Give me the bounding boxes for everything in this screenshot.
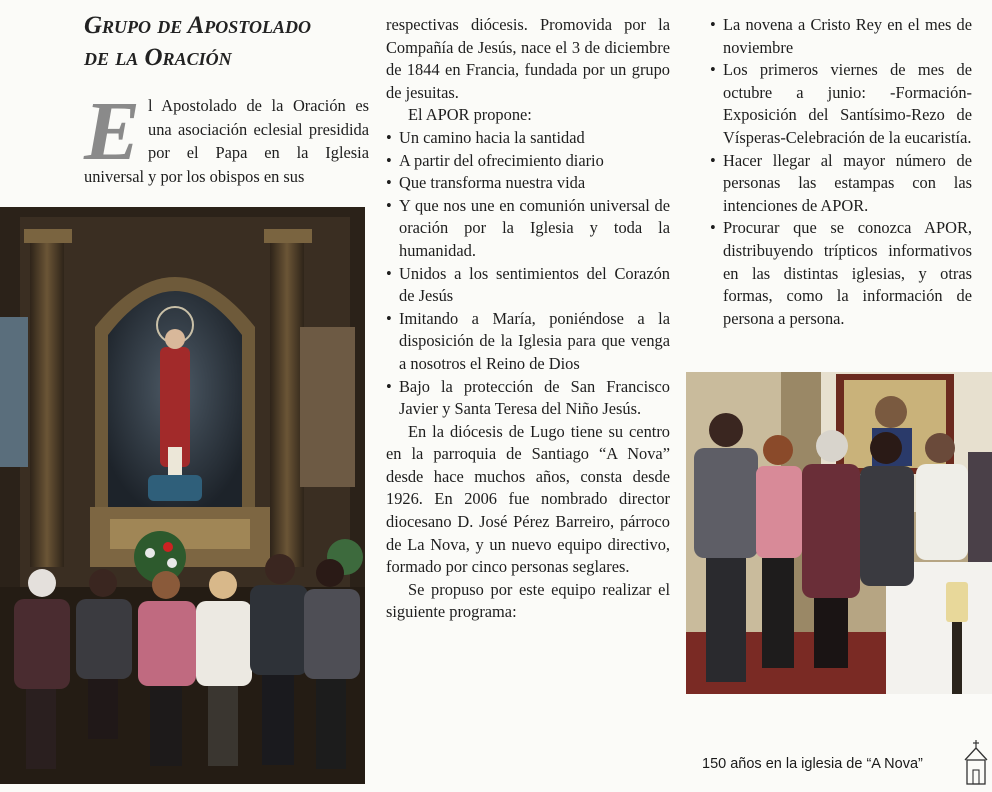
article-title [84, 10, 369, 74]
bullet-icon: • [386, 308, 392, 328]
lugo-paragraph: En la diócesis de Lugo tiene su centro en la parroquia de Santiago “A Nova” desde hace muchos años, consta desde 1926. En 2006 fue nombrado director diocesano D. José Pérez Barreiro, párroco de La Nova, y un nuevo equipo directivo, formado por cinco personas seglares. [386, 421, 670, 577]
apor-proposals-list [386, 127, 670, 421]
programme-list [710, 14, 972, 330]
bullet-icon: • [386, 173, 392, 193]
bullet-icon: • [386, 263, 392, 283]
list-item: • Procurar que se conozca APOR, distribuyendo trípticos informativos en las distintas iglesias, y otras formas, como la información de persona a persona. [710, 218, 972, 328]
title-line-1: Grupo de Apostolado [84, 12, 311, 39]
bullet-icon: • [710, 150, 716, 170]
right-column [710, 14, 972, 330]
bullet-icon: • [386, 195, 392, 215]
list-item: • Hacer llegar al mayor número de personas las estampas con las intenciones de APOR. [710, 150, 972, 215]
bullet-icon: • [386, 376, 392, 396]
intro-paragraph [84, 85, 369, 188]
list-item: • La novena a Cristo Rey en el mes de noviembre [710, 15, 972, 57]
list-item: • Los primeros viernes de mes de octubre a junio: -Formación-Exposición del Santísimo-Rezo de Vísperas-Celebración de la eucaristía. [710, 60, 972, 147]
altar-group-photo [0, 207, 365, 784]
apor-propone: El APOR propone: [408, 105, 532, 125]
church-icon [963, 738, 989, 786]
bullet-icon: • [386, 150, 392, 170]
list-item: • Unidos a los sentimientos del Corazón de Jesús [386, 263, 670, 306]
list-item: • Que transforma nuestra vida [386, 172, 670, 195]
intro-continuation: respectivas diócesis. Promovida por la Compañía de Jesús, nace el 3 de diciembre de 1844 en Francia, fundada por un grupo de jesuitas. [386, 15, 670, 102]
list-item: • Bajo la protección de San Francisco Javier y Santa Teresa del Niño Jesús. [386, 376, 670, 419]
intro-text: l Apostolado de la Oración es una asociación eclesial presidida por el Papa en la Iglesia universal y por los obispos en sus [84, 96, 369, 186]
team-illustration [686, 372, 992, 694]
bullet-icon: • [710, 218, 716, 238]
team-photo [686, 372, 992, 694]
page-footer: 150 años en la iglesia de “A Nova” [702, 756, 923, 772]
altar-group-illustration [0, 207, 365, 784]
list-item: • Un camino hacia la santidad [386, 127, 670, 150]
bullet-icon: • [710, 60, 716, 80]
left-column [84, 10, 369, 188]
bullet-icon: • [710, 15, 716, 34]
bullet-icon: • [386, 127, 392, 147]
title-line-2: de la Oración [84, 44, 232, 71]
list-item: • A partir del ofrecimiento diario [386, 150, 670, 173]
drop-cap: E [84, 85, 141, 178]
middle-column [386, 14, 670, 624]
programa-paragraph: Se propuso por este equipo realizar el siguiente programa: [386, 579, 670, 622]
list-item: • Imitando a María, poniéndose a la disposición de la Iglesia para que venga a nosotros el Reino de Dios [386, 308, 670, 373]
list-item: • Y que nos une en comunión universal de oración por la Iglesia y toda la humanidad. [386, 195, 670, 260]
